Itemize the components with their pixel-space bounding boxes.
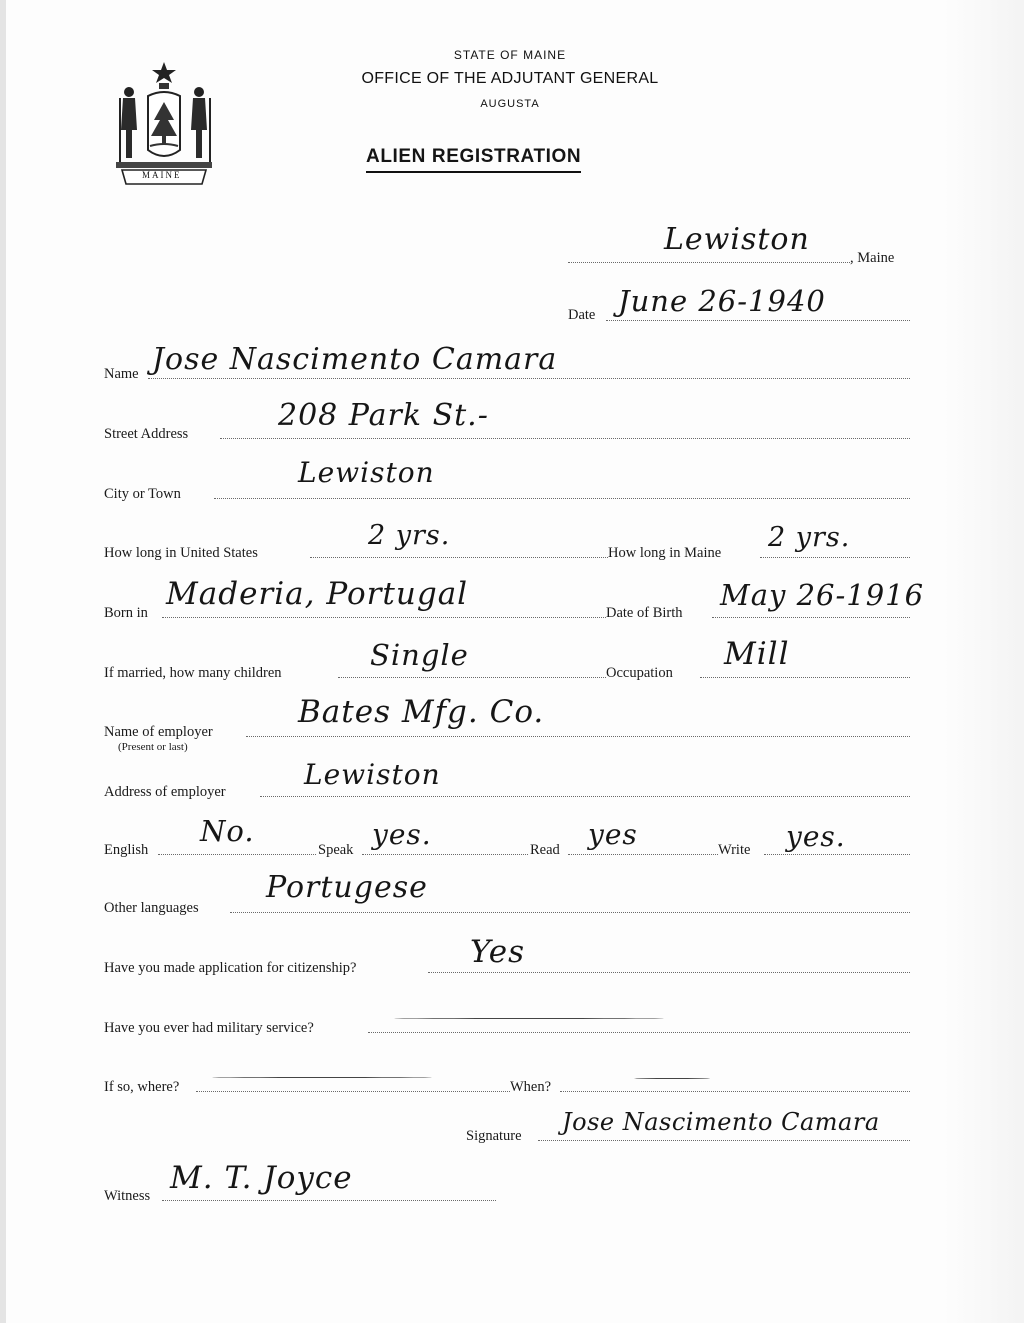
header-city: AUGUSTA [480,98,540,110]
witness-entry: M. T. Joyce [170,1160,353,1196]
scan-edge-right [944,0,1024,1323]
read-label: Read [530,842,560,858]
english-entry: No. [200,814,255,848]
read-line [568,854,718,855]
signature-entry: Jose Nascimento Camara [562,1108,880,1136]
citizenship-line [428,972,910,973]
english-label: English [104,842,149,858]
military-line [368,1032,910,1033]
date-of-birth-line [712,617,910,618]
where-label: If so, where? [104,1079,180,1095]
where-pen-stroke [212,1077,432,1078]
born-in-entry: Maderia, Portugal [166,576,469,612]
other-languages-line [230,912,910,913]
write-entry: yes. [786,820,846,853]
read-entry: yes [588,818,638,851]
how-long-maine-line [760,557,910,558]
how-long-maine-entry: 2 yrs. [768,522,851,553]
employer-entry: Bates Mfg. Co. [298,694,545,730]
street-address-line [220,438,910,439]
signature-line [538,1140,910,1141]
witness-line [162,1200,496,1201]
seal-banner-text: MAINE [142,170,182,180]
street-address-label: Street Address [104,426,189,442]
how-long-maine-label: How long in Maine [608,545,722,561]
speak-label: Speak [318,842,354,858]
when-line [560,1091,910,1092]
form-title: ALIEN REGISTRATION [366,146,581,173]
when-pen-stroke [634,1078,710,1079]
speak-line [362,854,528,855]
children-line [338,677,606,678]
date-line [606,320,910,321]
employer-label: Name of employer [104,724,213,740]
name-entry: Jose Nascimento Camara [152,342,558,377]
military-label: Have you ever had military service? [104,1020,314,1036]
maine-label: , Maine [850,250,895,266]
city-label: City or Town [104,486,181,502]
date-of-birth-entry: May 26-1916 [720,578,925,612]
city-entry: Lewiston [298,456,435,489]
employer-address-line [260,796,910,797]
town-entry: Lewiston [664,222,810,257]
occupation-entry: Mill [724,636,790,672]
when-label: When? [510,1079,552,1095]
scan-edge-left [0,0,6,1323]
occupation-label: Occupation [606,665,673,681]
how-long-us-entry: 2 yrs. [368,520,451,551]
citizenship-entry: Yes [470,934,526,970]
signature-label: Signature [466,1128,522,1144]
children-entry: Single [370,638,469,672]
header-office: OFFICE OF THE ADJUTANT GENERAL [361,70,659,87]
employer-note: (Present or last) [118,741,188,753]
street-address-entry: 208 Park St.- [278,398,489,433]
born-in-label: Born in [104,605,148,621]
witness-label: Witness [104,1188,151,1204]
speak-entry: yes. [372,818,432,851]
occupation-line [700,677,910,678]
name-label: Name [104,366,139,382]
how-long-us-label: How long in United States [104,545,258,561]
header-state: STATE OF MAINE [453,48,567,62]
date-label: Date [568,307,596,323]
town-line [568,262,850,263]
where-line [196,1091,510,1092]
write-line [764,854,910,855]
other-languages-entry: Portugese [266,870,428,905]
name-line [148,378,910,379]
children-label: If married, how many children [104,665,282,681]
citizenship-label: Have you made application for citizenship? [104,960,357,976]
employer-address-entry: Lewiston [304,758,441,791]
city-line [214,498,910,499]
employer-address-label: Address of employer [104,784,226,800]
military-pen-stroke [394,1018,664,1019]
other-languages-label: Other languages [104,900,199,916]
how-long-us-line [310,557,608,558]
english-line [158,854,316,855]
born-in-line [162,617,606,618]
employer-line [246,736,910,737]
write-label: Write [718,842,751,858]
date-entry: June 26-1940 [618,284,826,318]
date-of-birth-label: Date of Birth [606,605,683,621]
